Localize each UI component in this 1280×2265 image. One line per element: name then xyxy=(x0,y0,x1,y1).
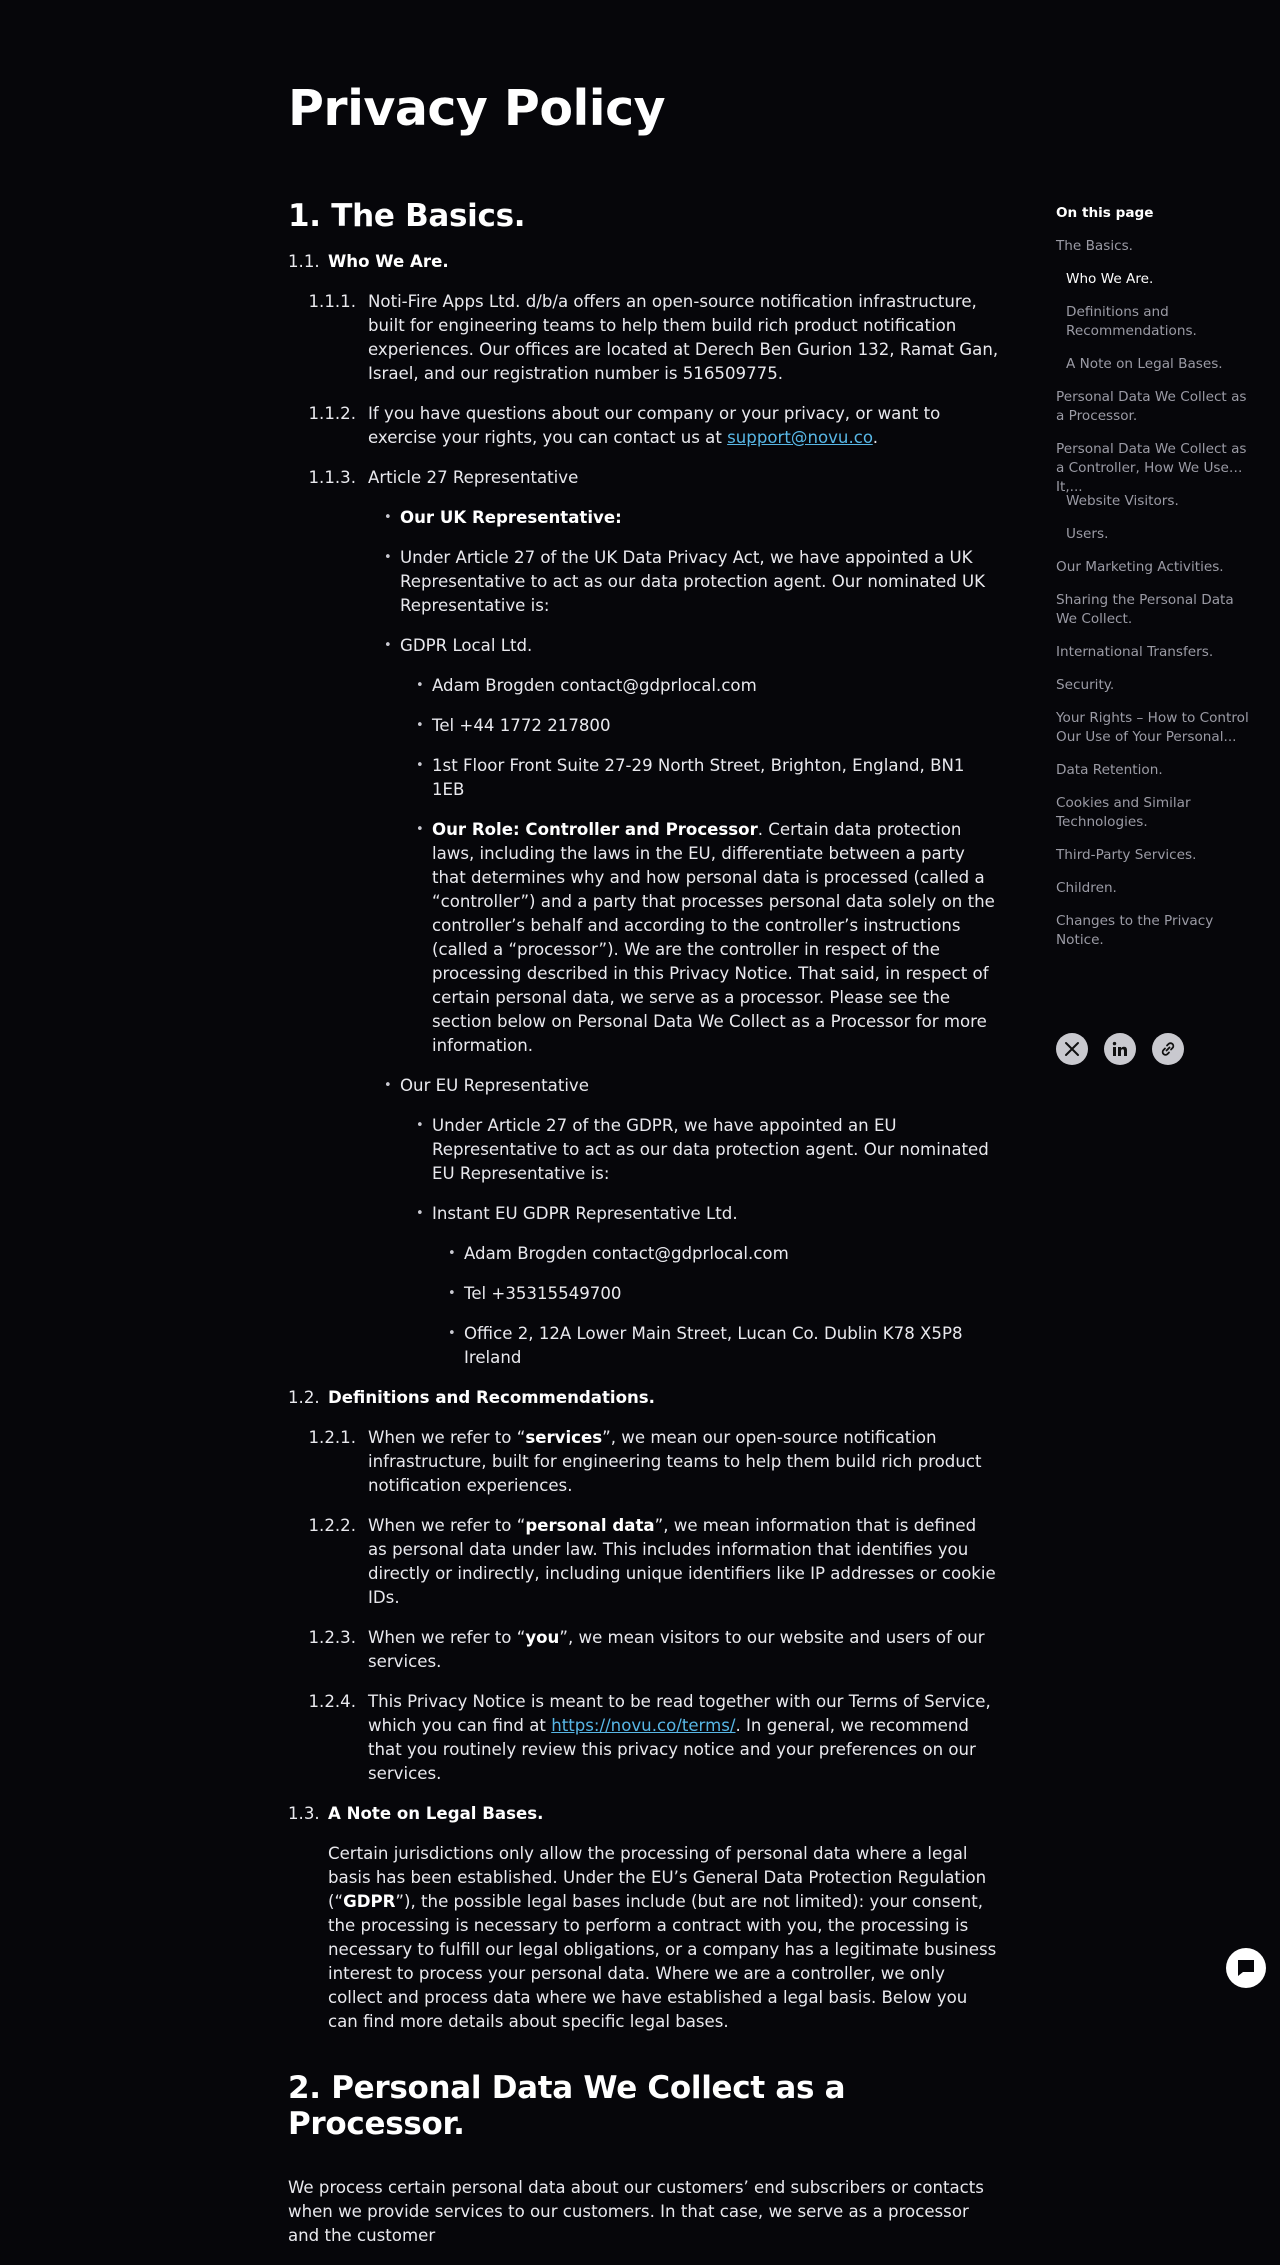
subsection-title: A Note on Legal Bases. xyxy=(328,1804,544,1823)
clause-text-end: . xyxy=(872,428,878,447)
toc-item-legal-bases[interactable]: A Note on Legal Bases. xyxy=(1066,356,1223,372)
processor-lead-paragraph: We process certain personal data about our customers’ end subscribers or contacts when we provide services to our customers. In that case, we serve as a processor and the customer xyxy=(288,2178,984,2245)
clause-text: ”, we mean visitors to our website and users of our services. xyxy=(368,1628,985,1671)
toc-item-website-visitors[interactable]: Website Visitors. xyxy=(1066,493,1179,509)
list-item xyxy=(400,1074,1000,1370)
list-item xyxy=(432,818,1000,1058)
representative-list xyxy=(288,506,1000,1370)
section-number: 1.1. xyxy=(288,252,320,271)
clause-text: When we refer to “ xyxy=(368,1628,526,1647)
uk-rep-contact: Adam Brogden contact@gdprlocal.com xyxy=(432,676,757,695)
link-icon[interactable] xyxy=(1152,1033,1184,1065)
x-icon[interactable] xyxy=(1056,1033,1088,1065)
clause-number: 1.1.3. xyxy=(308,468,356,487)
clause-text: ”, we mean information that is defined as personal data under law. This includes information that identifies you directly or indirectly, including unique identifiers like IP addresses or cookie IDs. xyxy=(368,1516,996,1607)
toc-item-children[interactable]: Children. xyxy=(1056,880,1117,896)
clause-1-2-1 xyxy=(288,1426,1000,1498)
toc-item-controller[interactable]: Personal Data We Collect as a Controller, How We Use It,... xyxy=(1056,441,1247,495)
clause-number: 1.2.4. xyxy=(308,1692,356,1711)
clause-text: ”, we mean our open-source notification infrastructure, built for engineering teams to help them build rich product notification experiences. xyxy=(368,1428,982,1495)
share-links xyxy=(1056,1033,1184,1065)
toc-heading: On this page xyxy=(1056,205,1154,221)
list-item xyxy=(464,1282,1000,1306)
subsection-legal-bases xyxy=(288,1802,1000,1826)
list-item xyxy=(464,1322,1000,1370)
table-of-contents xyxy=(1056,204,1256,964)
list-item xyxy=(432,754,1000,802)
uk-rep-company: GDPR Local Ltd. xyxy=(400,636,533,655)
list-item xyxy=(400,546,1000,618)
defined-term: GDPR xyxy=(343,1892,396,1911)
chat-bubble-icon xyxy=(1235,1957,1257,1979)
clause-1-1-1 xyxy=(288,290,1000,386)
terms-link[interactable]: https://novu.co/terms/ xyxy=(551,1716,736,1735)
paragraph-text: Certain jurisdictions only allow the processing of personal data where a legal basis has been established. Under the EU’s General Data Protection Regulation (“ xyxy=(328,1844,987,1911)
clause-1-1-2 xyxy=(288,402,1000,450)
toc-item-who-we-are[interactable]: Who We Are. xyxy=(1066,271,1154,287)
defined-term: services xyxy=(525,1428,603,1447)
toc-item-cookies[interactable]: Cookies and Similar Technologies. xyxy=(1056,795,1191,830)
uk-rep-text: Under Article 27 of the UK Data Privacy Act, we have appointed a UK Representative to act as our data protection agent. Our nominated UK Representative is: xyxy=(400,548,986,615)
defined-term: you xyxy=(525,1628,560,1647)
list-item xyxy=(464,1242,1000,1266)
toc-item-marketing[interactable]: Our Marketing Activities. xyxy=(1056,559,1224,575)
eu-rep-company: Instant EU GDPR Representative Ltd. xyxy=(432,1204,738,1223)
section-number: 1.3. xyxy=(288,1804,320,1823)
linkedin-icon[interactable] xyxy=(1104,1033,1136,1065)
clause-1-1-3 xyxy=(288,466,1000,490)
clause-number: 1.2.2. xyxy=(308,1516,356,1535)
subsection-who-we-are xyxy=(288,250,1000,274)
section-number: 1.2. xyxy=(288,1388,320,1407)
list-item xyxy=(400,506,1000,530)
clause-number: 1.1.1. xyxy=(308,292,356,311)
defined-term: personal data xyxy=(525,1516,655,1535)
clause-number: 1.1.2. xyxy=(308,404,356,423)
paragraph-text: ”), the possible legal bases include (but are not limited): your consent, the processing is necessary to perform a contract with you, the processing is necessary to fulfill our legal obligations, or a company has a legitimate business interest to process your personal data. Where we are a controller, we only collect and process data where we have established a legal basis. Below you can find more details about specific legal bases. xyxy=(328,1892,997,2031)
support-email-link[interactable]: support@novu.co xyxy=(727,428,873,447)
uk-rep-details xyxy=(400,674,1000,1058)
clause-1-2-3 xyxy=(288,1626,1000,1674)
clause-number: 1.2.1. xyxy=(308,1428,356,1447)
toc-item-processor[interactable]: Personal Data We Collect as a Processor. xyxy=(1056,389,1247,424)
toc-item-basics[interactable]: The Basics. xyxy=(1056,238,1133,254)
policy-content xyxy=(288,198,1000,2265)
page-title: Privacy Policy xyxy=(288,80,666,137)
clause-text: Noti-Fire Apps Ltd. d/b/a offers an open-source notification infrastructure, built for engineering teams to help them build rich product notification experiences. Our offices are located at Derech Ben Gurion 132, Ramat Gan, Israel, and our registration number is 516509775. xyxy=(368,292,999,383)
toc-item-your-rights[interactable]: Your Rights – How to Control Our Use of Your Personal... xyxy=(1056,710,1249,745)
toc-item-users[interactable]: Users. xyxy=(1066,526,1109,542)
chat-launcher-button[interactable] xyxy=(1226,1948,1266,1988)
uk-rep-tel: Tel +44 1772 217800 xyxy=(432,716,611,735)
toc-item-third-party[interactable]: Third-Party Services. xyxy=(1056,847,1197,863)
role-label: Our Role: Controller and Processor xyxy=(432,820,758,839)
uk-rep-address: 1st Floor Front Suite 27-29 North Street, Brighton, England, BN1 1EB xyxy=(432,756,965,799)
list-item xyxy=(432,674,1000,698)
role-text: . Certain data protection laws, including the laws in the EU, differentiate between a party that determines why and how personal data is processed (called a “controller”) and a party that processes personal data solely on the controller’s behalf and according to the controller’s instructions (called a “processor”). We are the controller in respect of the processing described in this Privacy Notice. That said, in respect of certain personal data, we serve as a processor. Please see the section below on Personal Data We Collect as a Processor for more information. xyxy=(432,820,995,1055)
subsection-title: Who We Are. xyxy=(328,252,449,271)
eu-rep-label: Our EU Representative xyxy=(400,1076,589,1095)
clause-text: This Privacy Notice is meant to be read together with our Terms of Service, which you can find at xyxy=(368,1692,991,1735)
toc-item-international-transfers[interactable]: International Transfers. xyxy=(1056,644,1214,660)
list-item xyxy=(432,714,1000,738)
list-item xyxy=(400,634,1000,1058)
legal-bases-paragraph xyxy=(288,1842,1000,2034)
eu-rep-tel: Tel +35315549700 xyxy=(464,1284,622,1303)
eu-rep-address: Office 2, 12A Lower Main Street, Lucan Co. Dublin K78 X5P8 Ireland xyxy=(464,1324,963,1367)
toc-item-data-retention[interactable]: Data Retention. xyxy=(1056,762,1163,778)
clause-text: When we refer to “ xyxy=(368,1428,526,1447)
list-item xyxy=(432,1202,1000,1370)
toc-item-definitions[interactable]: Definitions and Recommendations. xyxy=(1066,304,1197,339)
eu-rep-contact-list xyxy=(432,1242,1000,1370)
eu-rep-text: Under Article 27 of the GDPR, we have appointed an EU Representative to act as our data protection agent. Our nominated EU Representative is: xyxy=(432,1116,989,1183)
clause-1-2-4 xyxy=(288,1690,1000,1786)
clause-text: If you have questions about our company or your privacy, or want to exercise your rights, you can contact us at xyxy=(368,404,941,447)
list-item xyxy=(432,1114,1000,1186)
toc-item-security[interactable]: Security. xyxy=(1056,677,1115,693)
clause-number: 1.2.3. xyxy=(308,1628,356,1647)
section-heading-basics: 1. The Basics. xyxy=(288,198,526,234)
subsection-title: Definitions and Recommendations. xyxy=(328,1388,655,1407)
section-heading-processor: 2. Personal Data We Collect as a Processor. xyxy=(288,2070,846,2142)
subsection-definitions xyxy=(288,1386,1000,1410)
clause-text: When we refer to “ xyxy=(368,1516,526,1535)
eu-rep-contact: Adam Brogden contact@gdprlocal.com xyxy=(464,1244,789,1263)
clause-text: . In general, we recommend that you routinely review this privacy notice and your preferences on our services. xyxy=(368,1716,976,1783)
eu-rep-details xyxy=(400,1114,1000,1370)
clause-1-2-2 xyxy=(288,1514,1000,1610)
uk-rep-label: Our UK Representative: xyxy=(400,508,622,527)
clause-text: Article 27 Representative xyxy=(368,468,579,487)
toc-item-sharing[interactable]: Sharing the Personal Data We Collect. xyxy=(1056,592,1234,627)
toc-item-changes[interactable]: Changes to the Privacy Notice. xyxy=(1056,913,1214,948)
